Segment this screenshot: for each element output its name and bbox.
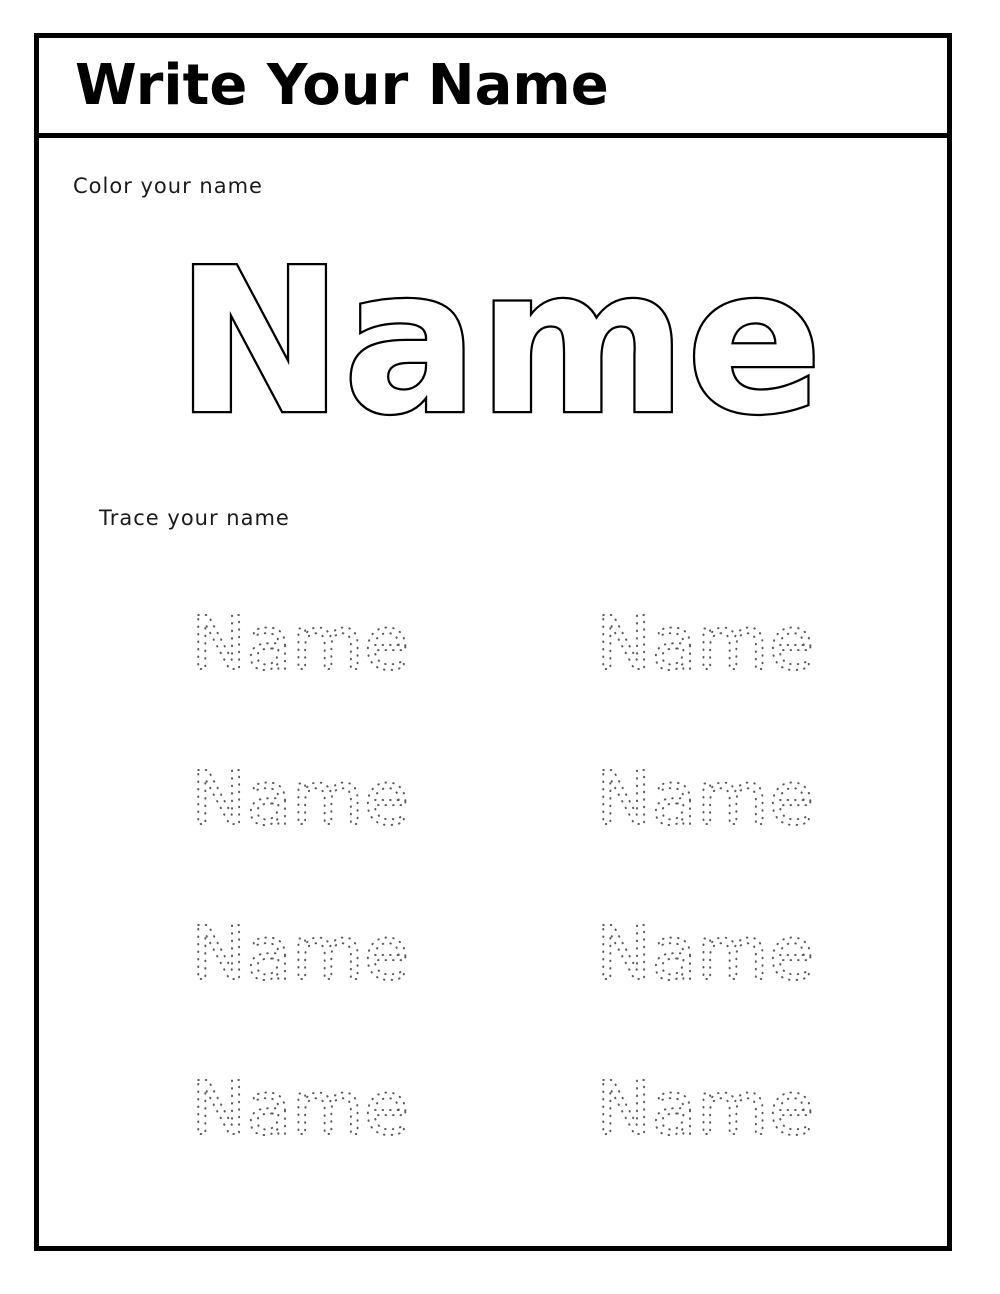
trace-word	[596, 901, 876, 1011]
trace-word	[596, 746, 876, 856]
color-word-text: Name	[175, 233, 823, 459]
trace-grid	[99, 568, 899, 1188]
trace-cell	[99, 878, 494, 1033]
trace-word	[191, 901, 471, 1011]
color-section-label: Color your name	[73, 174, 263, 198]
trace-cell	[504, 723, 899, 878]
trace-cell	[99, 1033, 494, 1188]
trace-word-text: Name	[191, 755, 410, 842]
trace-word-text: Name	[596, 755, 815, 842]
worksheet-page	[34, 33, 952, 1251]
trace-word-text: Name	[596, 1065, 815, 1152]
trace-cell	[99, 568, 494, 723]
trace-cell	[99, 723, 494, 878]
trace-word-text: Name	[596, 910, 815, 997]
trace-cell	[504, 878, 899, 1033]
trace-word	[596, 591, 876, 701]
trace-word-text: Name	[191, 600, 410, 687]
color-word-outline	[149, 233, 849, 463]
trace-word-text: Name	[191, 910, 410, 997]
trace-word	[191, 746, 471, 856]
trace-cell	[504, 568, 899, 723]
trace-section-label: Trace your name	[99, 506, 290, 530]
title-bar	[39, 38, 947, 138]
trace-word	[191, 591, 471, 701]
trace-word	[596, 1056, 876, 1166]
trace-word	[191, 1056, 471, 1166]
trace-word-text: Name	[191, 1065, 410, 1152]
color-word-block	[149, 233, 849, 463]
trace-cell	[504, 1033, 899, 1188]
page-title: Write Your Name	[75, 52, 609, 118]
trace-word-text: Name	[596, 600, 815, 687]
